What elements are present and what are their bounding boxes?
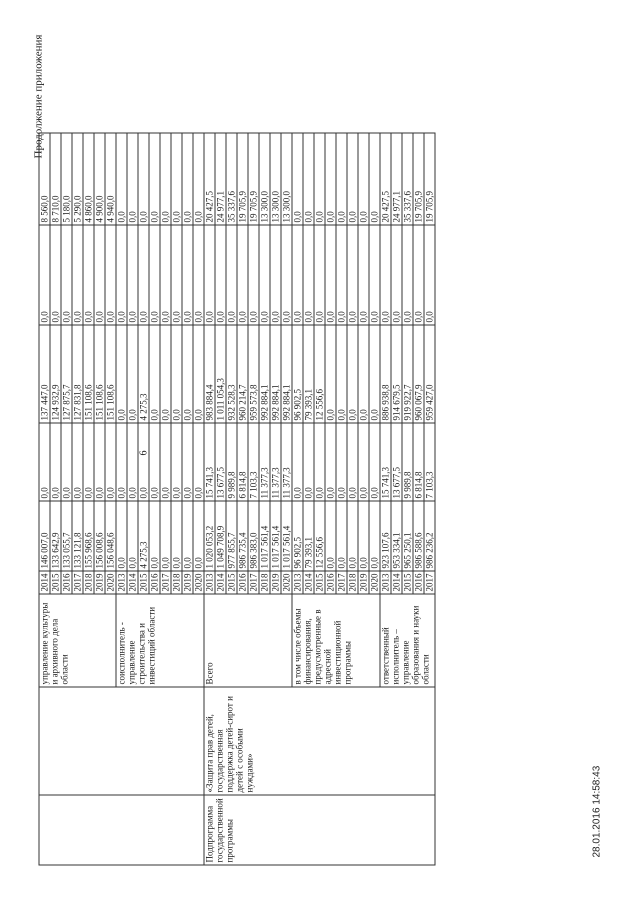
value-cell: 986 735,4 [237,501,248,571]
value-cell: 0,0 [149,225,160,325]
value-cell: 0,0 [380,225,391,325]
value-cell: 0,0 [347,501,358,571]
year-cell: 2017 [160,571,171,594]
value-cell: 35 337,6 [226,133,237,225]
value-cell: 0,0 [369,325,380,423]
value-cell: 7 103,3 [424,423,435,501]
value-cell: 96 902,5 [292,325,303,423]
value-cell: 79 393,1 [303,501,314,571]
value-cell: 0,0 [171,501,182,571]
year-cell: 2019 [358,571,369,594]
program-label-cell [39,795,204,865]
value-cell: 0,0 [193,423,204,501]
program-name-cell: «Защита прав детей, государственная поддержка детей-сирот и детей с особыми нуждами» [204,687,435,795]
value-cell: 0,0 [149,423,160,501]
value-cell: 0,0 [215,225,226,325]
value-cell: 0,0 [160,225,171,325]
value-cell: 0,0 [358,501,369,571]
year-cell: 2017 [72,571,83,594]
value-cell: 0,0 [193,225,204,325]
value-cell: 0,0 [193,325,204,423]
value-cell: 9 989,8 [226,423,237,501]
value-cell: 156 048,6 [105,501,116,571]
value-cell: 0,0 [413,225,424,325]
value-cell: 13 300,0 [259,133,270,225]
value-cell: 0,0 [171,325,182,423]
value-cell: 0,0 [83,225,94,325]
funding-table-body [39,133,435,865]
value-cell: 0,0 [369,501,380,571]
year-cell: 2018 [171,571,182,594]
appendix-continuation-title: Продолжение приложения [32,34,44,158]
value-cell: 1 049 708,9 [215,501,226,571]
value-cell: 24 977,1 [215,133,226,225]
year-cell: 2019 [182,571,193,594]
value-cell: 0,0 [160,423,171,501]
value-cell: 0,0 [336,501,347,571]
value-cell: 133 055,7 [61,501,72,571]
value-cell: 0,0 [336,225,347,325]
value-cell: 0,0 [94,225,105,325]
value-cell: 0,0 [127,501,138,571]
value-cell: 0,0 [270,225,281,325]
year-cell: 2020 [193,571,204,594]
year-cell: 2015 [226,571,237,594]
value-cell: 0,0 [391,225,402,325]
table-row [204,133,215,865]
value-cell: 986 383,0 [248,501,259,571]
value-cell: 127 831,8 [72,325,83,423]
value-cell: 0,0 [105,423,116,501]
value-cell: 0,0 [171,225,182,325]
value-cell: 0,0 [303,423,314,501]
value-cell: 4 275,3 [138,501,149,571]
value-cell: 0,0 [402,225,413,325]
value-cell: 0,0 [369,133,380,225]
value-cell: 0,0 [336,325,347,423]
value-cell: 0,0 [336,133,347,225]
value-cell: 12 556,6 [314,325,325,423]
value-cell: 6 814,8 [237,423,248,501]
year-cell: 2018 [347,571,358,594]
value-cell: 1 011 054,3 [215,325,226,423]
value-cell: 0,0 [39,225,50,325]
value-cell: 0,0 [149,325,160,423]
value-cell: 986 588,6 [413,501,424,571]
value-cell: 151 108,6 [83,325,94,423]
year-cell: 2020 [281,571,292,594]
value-cell: 0,0 [292,133,303,225]
year-cell: 2020 [369,571,380,594]
page-number: 6 [138,450,149,455]
value-cell: 124 932,9 [50,325,61,423]
value-cell: 0,0 [237,225,248,325]
value-cell: 8 710,0 [50,133,61,225]
value-cell: 6 814,8 [413,423,424,501]
value-cell: 0,0 [281,225,292,325]
value-cell: 20 427,5 [380,133,391,225]
value-cell: 960 214,7 [237,325,248,423]
value-cell: 19 705,9 [237,133,248,225]
value-cell: 13 677,5 [391,423,402,501]
value-cell: 0,0 [39,423,50,501]
value-cell: 155 968,6 [83,501,94,571]
value-cell: 156 008,6 [94,501,105,571]
value-cell: 15 741,3 [204,423,215,501]
executor-cell: в том числе объемы финансирования, предусмотренные в адресной инвестиционной программы [292,594,380,687]
value-cell: 5 290,0 [72,133,83,225]
value-cell: 0,0 [347,133,358,225]
value-cell: 0,0 [358,133,369,225]
value-cell: 0,0 [325,133,336,225]
value-cell: 0,0 [127,423,138,501]
value-cell: 133 642,9 [50,501,61,571]
value-cell: 0,0 [369,225,380,325]
year-cell: 2016 [325,571,336,594]
value-cell: 0,0 [259,225,270,325]
value-cell: 0,0 [50,225,61,325]
value-cell: 959 573,8 [248,325,259,423]
value-cell: 0,0 [160,133,171,225]
program-name-cell [39,687,204,795]
year-cell: 2016 [61,571,72,594]
year-cell: 2018 [83,571,94,594]
value-cell: 919 922,7 [402,325,413,423]
value-cell: 96 902,5 [292,501,303,571]
value-cell: 0,0 [292,423,303,501]
value-cell: 8 560,0 [39,133,50,225]
value-cell: 0,0 [72,423,83,501]
table-row [39,133,50,865]
year-cell: 2015 [314,571,325,594]
value-cell: 0,0 [314,225,325,325]
value-cell: 0,0 [127,133,138,225]
value-cell: 992 884,1 [270,325,281,423]
value-cell: 0,0 [204,225,215,325]
print-timestamp: 28.01.2016 14:58:43 [591,765,602,857]
value-cell: 0,0 [303,225,314,325]
value-cell: 0,0 [116,225,127,325]
year-cell: 2015 [402,571,413,594]
value-cell: 0,0 [116,325,127,423]
value-cell: 0,0 [182,325,193,423]
value-cell: 0,0 [138,423,149,501]
value-cell: 19 705,9 [424,133,435,225]
value-cell: 11 377,3 [270,423,281,501]
executor-cell: управление культуры и архивного дела области [39,594,116,687]
value-cell: 0,0 [193,501,204,571]
value-cell: 0,0 [171,423,182,501]
value-cell: 79 393,1 [303,325,314,423]
value-cell: 960 067,9 [413,325,424,423]
value-cell: 13 300,0 [270,133,281,225]
value-cell: 127 875,7 [61,325,72,423]
value-cell: 12 556,6 [314,501,325,571]
value-cell: 0,0 [171,133,182,225]
value-cell: 19 705,9 [248,133,259,225]
value-cell: 137 447,0 [39,325,50,423]
year-cell: 2015 [50,571,61,594]
value-cell: 4 860,0 [83,133,94,225]
value-cell: 1 017 561,4 [281,501,292,571]
year-cell: 2019 [270,571,281,594]
value-cell: 11 377,3 [281,423,292,501]
value-cell: 0,0 [149,501,160,571]
value-cell: 0,0 [160,501,171,571]
value-cell: 9 989,8 [402,423,413,501]
value-cell: 1 017 561,4 [259,501,270,571]
value-cell: 146 007,0 [39,501,50,571]
value-cell: 0,0 [105,225,116,325]
value-cell: 11 377,3 [259,423,270,501]
value-cell: 1 020 053,2 [204,501,215,571]
executor-cell: ответственный исполнитель – управление образования и науки области [380,594,435,687]
executor-cell: соисполнитель - управление строительства и инвестиций области [116,594,204,687]
value-cell: 13 677,5 [215,423,226,501]
value-cell: 992 884,1 [281,325,292,423]
value-cell: 886 938,8 [380,325,391,423]
value-cell: 0,0 [314,133,325,225]
value-cell: 914 679,5 [391,325,402,423]
value-cell: 0,0 [369,423,380,501]
value-cell: 20 427,5 [204,133,215,225]
value-cell: 0,0 [303,133,314,225]
value-cell: 0,0 [138,225,149,325]
value-cell: 0,0 [116,423,127,501]
value-cell: 965 250,1 [402,501,413,571]
year-cell: 2013 [116,571,127,594]
value-cell: 0,0 [347,423,358,501]
value-cell: 959 427,0 [424,325,435,423]
value-cell: 4 900,0 [94,133,105,225]
value-cell: 0,0 [358,225,369,325]
value-cell: 0,0 [325,423,336,501]
value-cell: 5 180,0 [61,133,72,225]
year-cell: 2016 [149,571,160,594]
value-cell: 0,0 [116,501,127,571]
value-cell: 932 528,3 [226,325,237,423]
year-cell: 2020 [105,571,116,594]
value-cell: 0,0 [72,225,83,325]
value-cell: 0,0 [347,325,358,423]
year-cell: 2017 [424,571,435,594]
value-cell: 986 236,2 [424,501,435,571]
year-cell: 2014 [215,571,226,594]
value-cell: 0,0 [149,133,160,225]
value-cell: 4 940,0 [105,133,116,225]
value-cell: 13 300,0 [281,133,292,225]
executor-cell: Всего [204,594,292,687]
funding-table [38,132,435,865]
year-cell: 2016 [413,571,424,594]
value-cell: 0,0 [248,225,259,325]
year-cell: 2017 [248,571,259,594]
year-cell: 2016 [237,571,248,594]
value-cell: 151 108,6 [94,325,105,423]
value-cell: 15 741,3 [380,423,391,501]
value-cell: 0,0 [347,225,358,325]
value-cell: 0,0 [127,325,138,423]
year-cell: 2013 [380,571,391,594]
program-label-cell: Подпрограмма государственной программы [204,795,435,865]
value-cell: 0,0 [182,225,193,325]
value-cell: 0,0 [325,501,336,571]
year-cell: 2014 [127,571,138,594]
value-cell: 0,0 [182,423,193,501]
value-cell: 0,0 [314,423,325,501]
value-cell: 923 107,6 [380,501,391,571]
value-cell: 0,0 [336,423,347,501]
rotated-page [30,30,610,875]
year-cell: 2014 [39,571,50,594]
value-cell: 0,0 [160,325,171,423]
value-cell: 0,0 [182,501,193,571]
value-cell: 7 103,3 [248,423,259,501]
value-cell: 0,0 [116,133,127,225]
value-cell: 0,0 [325,225,336,325]
year-cell: 2014 [391,571,402,594]
value-cell: 983 884,4 [204,325,215,423]
value-cell: 0,0 [94,423,105,501]
year-cell: 2019 [94,571,105,594]
value-cell: 0,0 [61,423,72,501]
value-cell: 133 121,8 [72,501,83,571]
value-cell: 0,0 [61,225,72,325]
value-cell: 24 977,1 [391,133,402,225]
value-cell: 0,0 [83,423,94,501]
value-cell: 0,0 [358,423,369,501]
value-cell: 0,0 [138,133,149,225]
value-cell: 0,0 [325,325,336,423]
value-cell: 0,0 [292,225,303,325]
value-cell: 19 705,9 [413,133,424,225]
value-cell: 4 275,3 [138,325,149,423]
value-cell: 0,0 [424,225,435,325]
year-cell: 2017 [336,571,347,594]
value-cell: 0,0 [193,133,204,225]
value-cell: 0,0 [358,325,369,423]
year-cell: 2018 [259,571,270,594]
value-cell: 1 017 561,4 [270,501,281,571]
value-cell: 151 108,6 [105,325,116,423]
value-cell: 992 884,1 [259,325,270,423]
value-cell: 0,0 [182,133,193,225]
value-cell: 35 337,6 [402,133,413,225]
value-cell: 0,0 [127,225,138,325]
value-cell: 953 334,1 [391,501,402,571]
year-cell: 2013 [204,571,215,594]
year-cell: 2013 [292,571,303,594]
year-cell: 2014 [303,571,314,594]
year-cell: 2015 [138,571,149,594]
value-cell: 0,0 [226,225,237,325]
value-cell: 0,0 [50,423,61,501]
value-cell: 977 855,7 [226,501,237,571]
